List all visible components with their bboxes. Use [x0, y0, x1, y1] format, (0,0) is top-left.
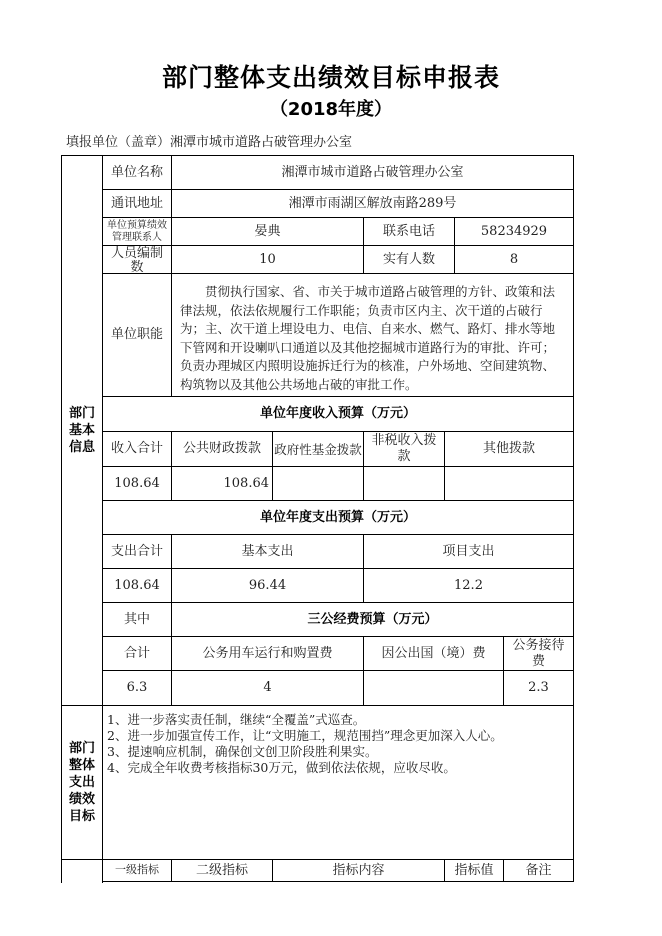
income-col-other: 其他拨款 — [444, 431, 574, 467]
income-col-total: 收入合计 — [102, 431, 172, 467]
sangong-col-total: 合计 — [102, 636, 172, 671]
sangong-header: 三公经费预算（万元） — [171, 602, 574, 637]
section-goals-line: 支出 — [68, 775, 95, 790]
actual-count: 8 — [454, 245, 574, 274]
phone-label: 联系电话 — [363, 217, 455, 246]
sangong-col-reception-text: 公务接待费 — [512, 637, 565, 669]
income-header: 单位年度收入预算（万元） — [102, 396, 574, 432]
duty-text: 贯彻执行国家、省、市关于城市道路占破管理的方针、政策和法律法规，依法依规履行工作职能；负责市区内主、次干道的占破行为；主、次干道上埋设电力、电信、自来水、燃气、路灯、排水等地下管网和开设喇叭口通道以及其他挖掘城市道路行为的审批、许可；负责办理城区内照明设施拆迁行为的核准，户外场地、空间建筑物、构筑物以及其他公共场地占破的审批工作。 — [171, 273, 574, 397]
income-val-other — [444, 466, 574, 501]
section-indicators-stub — [61, 859, 103, 883]
section-basic-info — [61, 155, 103, 706]
indicator-col-level2: 二级指标 — [171, 859, 273, 882]
expense-col-project: 项目支出 — [363, 534, 574, 569]
unit-name-label: 单位名称 — [102, 155, 172, 190]
actual-label: 实有人数 — [363, 245, 455, 274]
section-basic-line: 部门 — [68, 406, 95, 421]
section-goals-line: 目标 — [68, 809, 95, 824]
indicator-col-remark: 备注 — [503, 859, 574, 882]
indicator-col-level1: 一级指标 — [102, 859, 172, 882]
expense-val-basic: 96.44 — [171, 568, 364, 603]
section-goals-line: 绩效 — [68, 792, 95, 807]
expense-val-total: 108.64 — [102, 568, 172, 603]
sangong-val-total: 6.3 — [102, 670, 172, 706]
expense-col-basic: 基本支出 — [171, 534, 364, 569]
contact-name: 晏典 — [171, 217, 364, 246]
among-label: 其中 — [102, 602, 172, 637]
goal-item: 2、进一步加强宣传工作，让“文明施工，规范围挡”理念更加深入人心。 — [107, 728, 503, 743]
page-subtitle: （2018年度） — [269, 99, 393, 120]
expense-header: 单位年度支出预算（万元） — [102, 500, 574, 535]
filler-unit-line: 填报单位（盖章）湘潭市城市道路占破管理办公室 — [66, 135, 353, 150]
phone-value: 58234929 — [454, 217, 574, 246]
income-col-nontax — [363, 431, 445, 467]
goal-item: 4、完成全年收费考核指标30万元，做到依法依规，应收尽收。 — [107, 760, 456, 775]
sangong-val-reception: 2.3 — [503, 670, 574, 706]
indicator-col-content: 指标内容 — [272, 859, 445, 882]
address-label: 通讯地址 — [102, 189, 172, 218]
sangong-val-car: 4 — [171, 670, 364, 706]
staff-label — [102, 245, 172, 274]
sangong-col-abroad: 因公出国（境）费 — [363, 636, 504, 671]
unit-name-value: 湘潭市城市道路占破管理办公室 — [171, 155, 574, 190]
indicator-col-value: 指标值 — [444, 859, 504, 882]
staff-count: 10 — [171, 245, 364, 274]
section-goals-line: 部门 — [68, 741, 95, 756]
income-col-public: 公共财政拨款 — [171, 431, 273, 467]
contact-label: 单位预算绩效管理联系人 — [102, 217, 172, 246]
goal-item: 1、进一步落实责任制，继续“全覆盖”式巡查。 — [107, 712, 366, 727]
income-col-fund: 政府性基金拨款 — [272, 431, 364, 467]
income-val-fund — [272, 466, 364, 501]
staff-label-text: 人员编制数 — [110, 246, 163, 274]
section-goals-line: 整体 — [68, 758, 95, 773]
goal-item: 3、提速响应机制，确保创文创卫阶段胜利果实。 — [107, 744, 378, 759]
sangong-col-car: 公务用车运行和购置费 — [171, 636, 364, 671]
sangong-col-reception — [503, 636, 574, 671]
section-basic-line: 信息 — [68, 440, 95, 455]
sangong-val-abroad — [363, 670, 504, 706]
page-title: 部门整体支出绩效目标申报表 — [161, 63, 500, 92]
income-val-total: 108.64 — [102, 466, 172, 501]
expense-val-project: 12.2 — [363, 568, 574, 603]
duty-label: 单位职能 — [102, 273, 172, 397]
address-value: 湘潭市雨湖区解放南路289号 — [171, 189, 574, 218]
expense-col-total: 支出合计 — [102, 534, 172, 569]
goals-text — [102, 705, 574, 860]
income-val-nontax — [363, 466, 445, 501]
income-col-nontax-text: 非税收入拨款 — [371, 433, 437, 464]
section-goals — [61, 705, 103, 860]
income-val-public: 108.64 — [171, 466, 273, 501]
section-basic-line: 基本 — [68, 423, 95, 438]
